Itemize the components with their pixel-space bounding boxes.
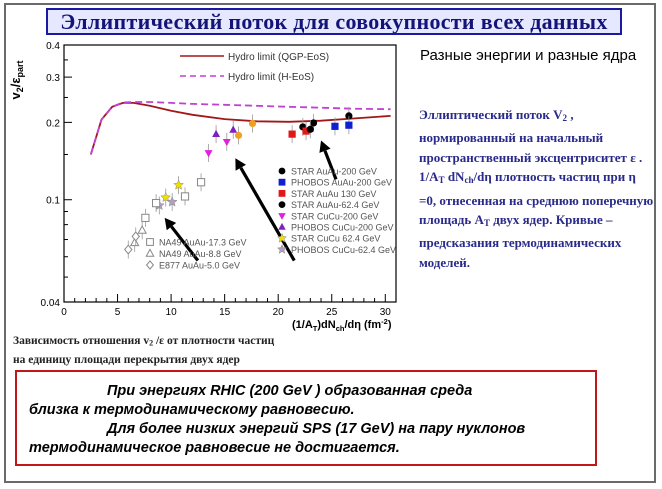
y-axis-label	[8, 60, 25, 99]
x-tick-label: 25	[326, 307, 338, 318]
legend-label: NA49 AuAu-17.3 GeV	[159, 237, 247, 248]
legend-marker	[279, 201, 286, 208]
desc-part3-sub: T	[438, 175, 445, 186]
xlabel-a-sub: T	[312, 324, 318, 333]
data-point	[345, 122, 352, 129]
x-tick-label: 30	[379, 307, 391, 318]
legend-left	[146, 238, 246, 271]
chart-caption	[13, 333, 408, 368]
xlabel-c-sup: -2	[381, 317, 388, 326]
data-point	[331, 123, 338, 130]
legend-label: NA49 AuAu-8.8 GeV	[159, 249, 242, 259]
conclusion-line3: Для более низких энергий SPS (17 GeV) на пару нуклонов	[107, 421, 526, 437]
desc-part1: Эллиптический поток V	[419, 107, 563, 122]
caption-line1-sub: 2	[149, 338, 154, 348]
x-tick-label: 10	[165, 307, 177, 318]
data-point	[153, 200, 160, 207]
data-point	[235, 132, 242, 139]
ylabel-a: v	[8, 92, 23, 100]
data-point	[197, 179, 204, 186]
y-tick-label: 0.04	[40, 298, 60, 309]
y-tick-label: 0.3	[46, 73, 60, 85]
caption-line2: на единицу площади перекрытия двух ядер	[13, 353, 240, 366]
data-point	[142, 214, 149, 221]
desc-part3: 1/A	[419, 169, 439, 185]
legend-marker	[279, 179, 286, 186]
ylabel-b: /ε	[8, 77, 23, 88]
legend-label: PHOBOS CuCu-200 GeV	[291, 222, 394, 233]
x-tick-label: 20	[272, 307, 284, 318]
legend-label: E877 AuAu-5.0 GeV	[159, 260, 241, 271]
legend-right	[278, 167, 397, 255]
description	[419, 105, 654, 272]
data-point	[249, 120, 256, 127]
y-tick-label: 0.4	[46, 41, 60, 52]
legend-label: STAR CuCu 62.4 GeV	[291, 233, 381, 244]
legend-marker	[147, 239, 154, 246]
conclusion-box	[15, 370, 597, 466]
desc-part5: /dη плотность частиц при η =0, отнесенная на среднюю поперечную площадь A	[419, 169, 654, 228]
legend-label: STAR AuAu 130 GeV	[291, 188, 377, 199]
y-tick-label: 0.1	[46, 195, 60, 207]
data-point	[181, 193, 188, 200]
data-point	[289, 131, 296, 138]
ylabel-b-sub: part	[15, 60, 25, 78]
side-heading: Разные энергии и разные ядра	[420, 47, 637, 64]
x-tick-label: 5	[114, 307, 121, 318]
xlabel-a: (1/A	[292, 319, 313, 331]
legend-marker	[279, 190, 286, 197]
data-point	[307, 126, 314, 133]
x-tick-label: 0	[61, 307, 67, 318]
desc-part2: , нормированный на начальный пространственный эксцентриситет ε .	[419, 107, 643, 165]
ylabel-a-sub: 2	[15, 87, 25, 93]
x-axis-label	[292, 317, 392, 333]
legend-marker	[279, 168, 286, 175]
caption-line1a: Зависимость отношения v	[13, 335, 150, 347]
legend-label: STAR AuAu-62.4 GeV	[291, 200, 380, 211]
conclusion-line2: близка к термодинамическому равновесию.	[29, 402, 355, 418]
slide-title: Эллиптический поток для совокупности всех данных	[60, 8, 608, 34]
xlabel-b: )dN	[317, 319, 336, 331]
x-tick-label: 15	[219, 307, 231, 318]
conclusion-line1: При энергиях RHIC (200 GeV ) образованная среда	[107, 383, 473, 399]
legend-label: STAR CuCu-200 GeV	[291, 211, 379, 222]
legend-label-qgp: Hydro limit (QGP-EoS)	[228, 52, 330, 63]
xlabel-b-sub: ch	[335, 324, 345, 333]
desc-part1-sub: 2	[562, 112, 568, 123]
desc-part5-sub: T	[483, 217, 490, 228]
y-tick-label: 0.2	[46, 118, 60, 130]
desc-part4-sub: ch	[464, 175, 474, 186]
caption-line1b: /ε от плотности частиц	[153, 335, 275, 347]
legend-label: PHOBOS CuCu-62.4 GeV	[291, 244, 397, 255]
data-point	[310, 119, 317, 126]
conclusion-line4: термодинамическое равновесие не достигается.	[29, 440, 400, 456]
xlabel-d: )	[387, 319, 392, 331]
legend-label-h: Hydro limit (H-EoS)	[228, 72, 315, 83]
legend-label: PHOBOS AuAu-200 GeV	[291, 177, 393, 188]
xlabel-c: /dη (fm	[344, 319, 382, 331]
desc-part4: dN	[444, 169, 465, 185]
desc-part6: двух ядер. Кривые – предсказания термодинамических моделей.	[419, 212, 622, 270]
legend-label: STAR AuAu-200 GeV	[291, 166, 377, 177]
